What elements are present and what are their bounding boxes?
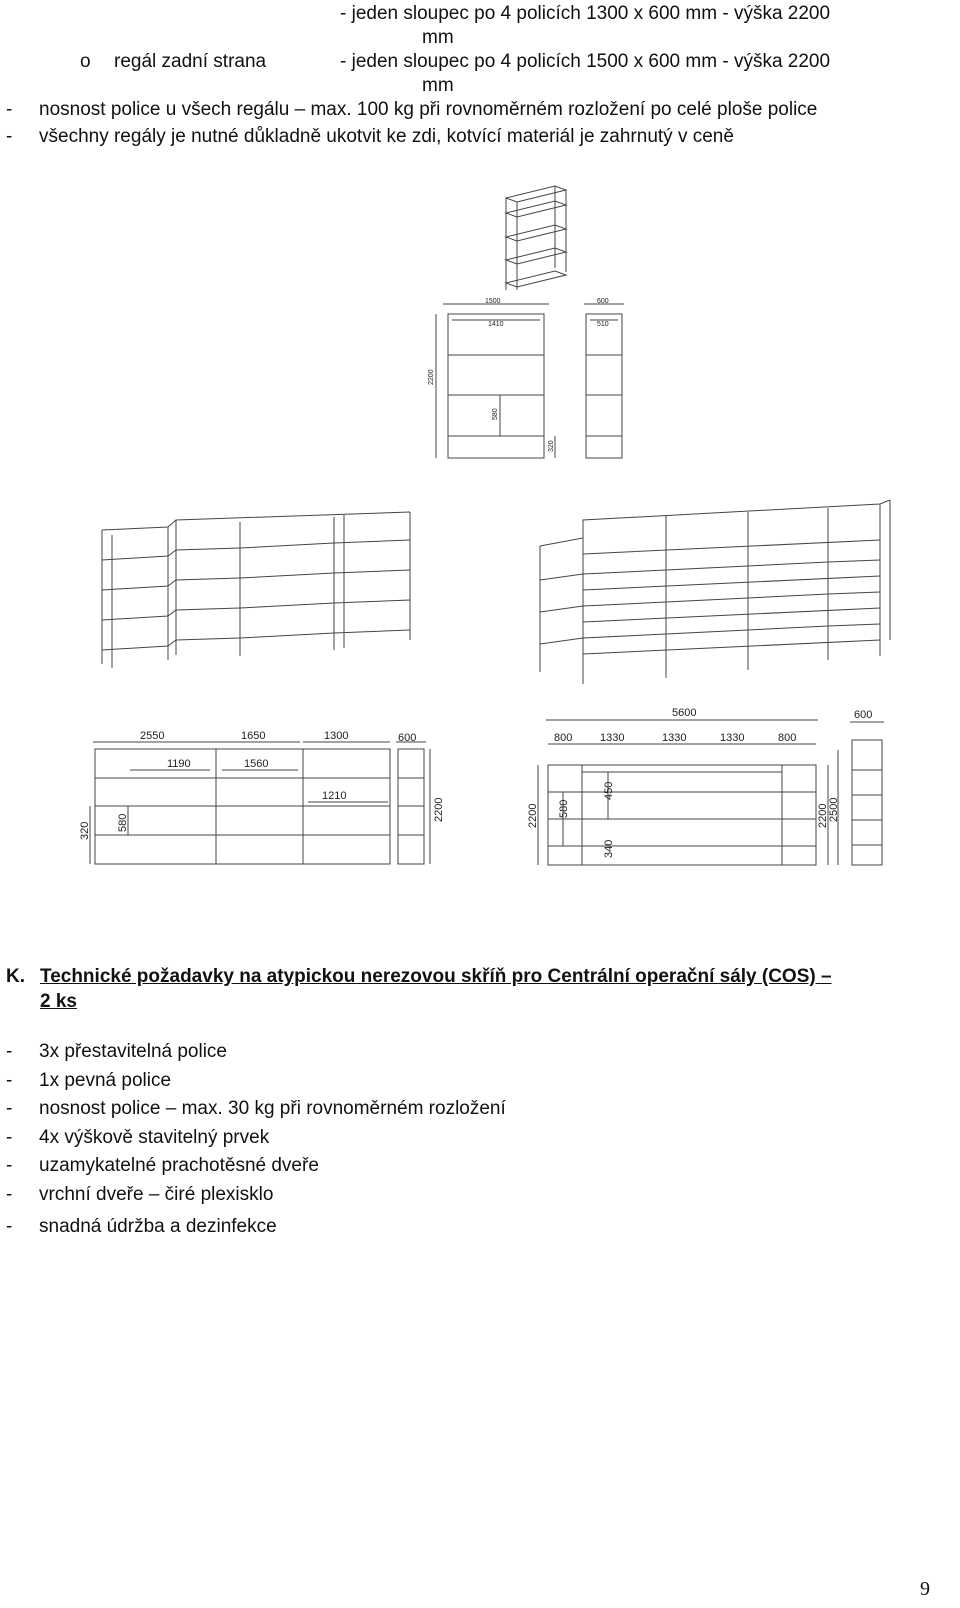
list-dash: - xyxy=(6,1127,13,1148)
list-item: vrchní dveře – čiré plexisklo xyxy=(39,1184,274,1205)
list-dash: - xyxy=(6,1184,13,1205)
dim-label: 2550 xyxy=(140,730,165,742)
spec-line-front-shelf-cont: mm xyxy=(422,27,454,48)
dim-label: 800 xyxy=(554,732,573,744)
dim-label: 1650 xyxy=(241,730,266,742)
dim-label: 320 xyxy=(79,821,91,840)
list-dash: - xyxy=(6,1098,13,1119)
dim-label: 2200 xyxy=(527,803,539,828)
dim-label: 580 xyxy=(117,813,129,832)
section-title: Technické požadavky na atypickou nerezovou skříň pro Centrální operační sály (COS) – xyxy=(40,966,832,987)
dim-label: 800 xyxy=(778,732,797,744)
dim-label: 580 xyxy=(558,799,570,818)
list-item-anchoring: všechny regály je nutné důkladně ukotvit ke zdi, kotvící materiál je zahrnutý v ceně xyxy=(39,126,734,147)
dim-label: 5600 xyxy=(672,707,697,719)
dim-label: 1210 xyxy=(322,790,347,802)
dim-label: 2200 xyxy=(433,797,445,822)
shelf-group-3d-left xyxy=(102,512,410,668)
dim-label: 1500 xyxy=(485,298,501,305)
list-item: 4x výškově stavitelný prvek xyxy=(39,1127,270,1148)
bullet-o: o xyxy=(80,51,91,72)
list-item-load-capacity: nosnost police u všech regálu – max. 100 kg při rovnoměrném rozložení po celé ploše police xyxy=(39,99,818,120)
dim-label: 1190 xyxy=(167,758,191,770)
spec-label-back-shelf: regál zadní strana xyxy=(114,51,267,72)
page-number: 9 xyxy=(920,1578,930,1600)
list-dash: - xyxy=(6,1155,13,1176)
list-item: 3x přestavitelná police xyxy=(39,1041,227,1062)
section-letter: K. xyxy=(6,966,25,987)
dim-label: 2200 xyxy=(817,803,829,828)
dim-label: 600 xyxy=(854,709,873,721)
list-dash: - xyxy=(6,1041,13,1062)
list-dash: - xyxy=(6,99,13,120)
shelf-group-3d-right xyxy=(540,500,890,684)
list-dash: - xyxy=(6,1070,13,1091)
dim-label: 320 xyxy=(548,440,555,452)
shelf-3d-top xyxy=(506,186,566,290)
dim-label: 1330 xyxy=(720,732,745,744)
list-item: snadná údržba a dezinfekce xyxy=(39,1216,277,1237)
spec-line-front-shelf: - jeden sloupec po 4 policích 1300 x 600 mm - výška 2200 xyxy=(340,3,831,24)
dim-label: 1330 xyxy=(600,732,625,744)
dim-label: 510 xyxy=(597,321,609,328)
dim-label: 1560 xyxy=(244,758,269,770)
dim-label: 580 xyxy=(492,408,499,420)
list-dash: - xyxy=(6,1216,13,1237)
dim-label: 450 xyxy=(603,781,615,800)
list-item: nosnost police – max. 30 kg při rovnoměrném rozložení xyxy=(39,1098,506,1119)
spec-line-back-shelf: - jeden sloupec po 4 policích 1500 x 600 mm - výška 2200 xyxy=(340,51,831,72)
dim-label: 600 xyxy=(597,298,609,305)
dim-label: 1330 xyxy=(662,732,687,744)
list-item: uzamykatelné prachotěsné dveře xyxy=(39,1155,319,1176)
dim-label: 600 xyxy=(398,732,417,744)
shelf-group-front-view-right xyxy=(538,720,884,865)
spec-line-back-shelf-cont: mm xyxy=(422,75,454,96)
list-dash: - xyxy=(6,126,13,147)
dim-label: 1410 xyxy=(488,321,504,328)
section-title-cont: 2 ks xyxy=(40,991,77,1012)
dim-label: 1300 xyxy=(324,730,349,742)
list-item: 1x pevná police xyxy=(39,1070,172,1091)
dim-label: 340 xyxy=(603,839,615,858)
dim-label: 2500 xyxy=(828,797,840,822)
dim-label: 2200 xyxy=(428,369,435,385)
